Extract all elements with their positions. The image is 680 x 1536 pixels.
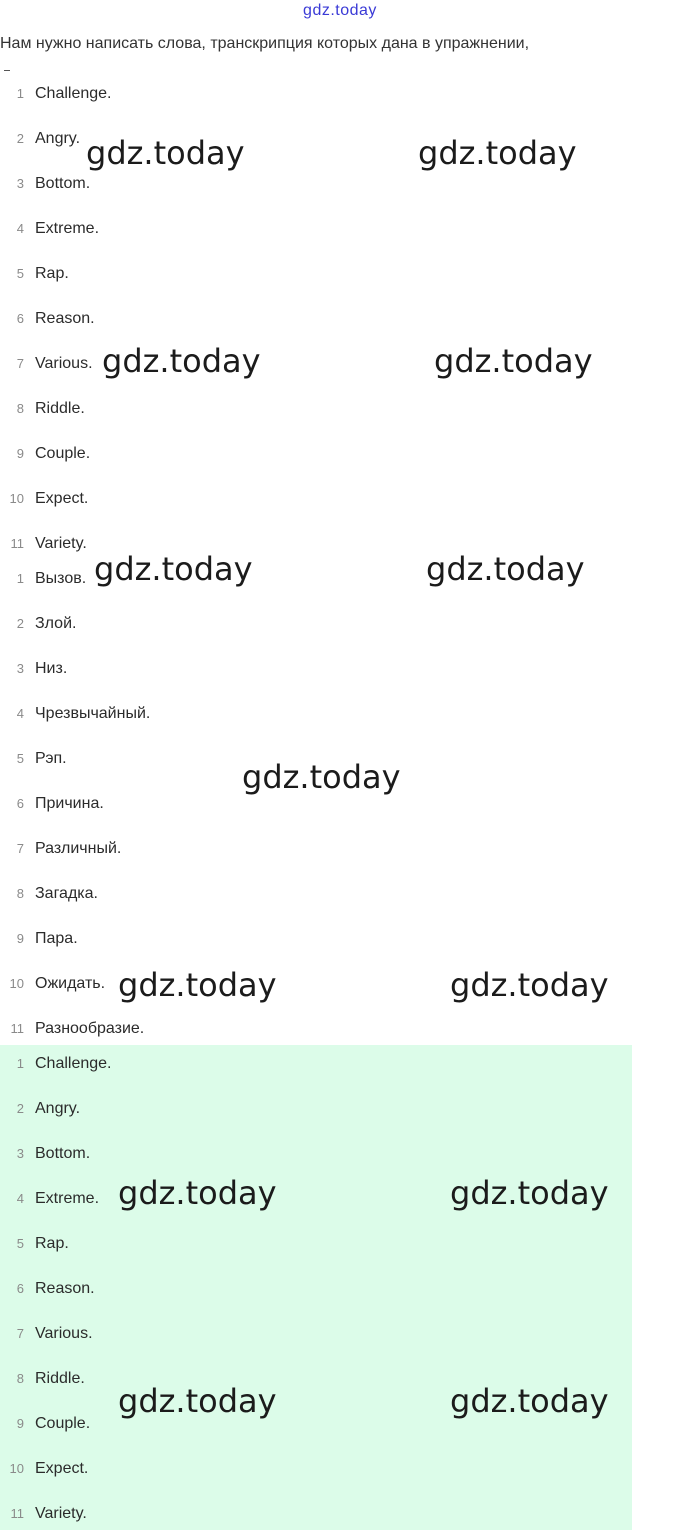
item-word: Bottom. — [35, 1144, 91, 1162]
list-item — [0, 871, 150, 916]
item-word: Reason. — [35, 1279, 95, 1297]
item-number: 6 — [16, 796, 24, 811]
item-number: 3 — [16, 661, 24, 676]
list-item — [0, 1176, 112, 1221]
list-item — [0, 1041, 112, 1086]
item-number: 11 — [10, 1506, 24, 1521]
site-logo[interactable]: gdz.today — [303, 2, 377, 19]
list-item — [0, 1446, 112, 1491]
list-item — [0, 691, 150, 736]
item-number: 11 — [10, 1021, 24, 1036]
item-number: 8 — [16, 401, 24, 416]
item-number: 11 — [10, 536, 24, 551]
item-number: 6 — [16, 311, 24, 326]
item-number: 3 — [16, 1146, 24, 1161]
item-number: 5 — [16, 751, 24, 766]
item-number: 2 — [16, 1101, 24, 1116]
item-number: 7 — [16, 841, 24, 856]
item-number: 10 — [9, 1461, 24, 1476]
item-number: 4 — [16, 706, 24, 721]
item-word: Rap. — [35, 264, 69, 282]
item-number: 8 — [16, 886, 24, 901]
item-word: Expect. — [35, 489, 89, 507]
item-word: Чрезвычайный. — [35, 704, 151, 722]
item-word: Angry. — [35, 129, 81, 147]
item-number: 2 — [16, 616, 24, 631]
list-item — [0, 1491, 112, 1536]
item-word: Variety. — [35, 534, 87, 552]
item-word: Couple. — [35, 1414, 91, 1432]
item-word: Expect. — [35, 1459, 89, 1477]
item-word: Ожидать. — [35, 974, 106, 992]
russian-word-list — [0, 556, 150, 1051]
watermark: gdz.today — [242, 758, 401, 796]
watermark: gdz.today — [450, 1174, 609, 1212]
item-word: Reason. — [35, 309, 95, 327]
item-number: 3 — [16, 176, 24, 191]
list-item — [0, 116, 112, 161]
list-item — [0, 916, 150, 961]
list-item — [0, 251, 112, 296]
english-word-list — [0, 71, 112, 566]
item-word: Extreme. — [35, 219, 100, 237]
list-item — [0, 646, 150, 691]
item-number: 1 — [16, 571, 24, 586]
list-item — [0, 206, 112, 251]
item-word: Various. — [35, 354, 93, 372]
list-item — [0, 736, 150, 781]
watermark: gdz.today — [118, 1174, 277, 1212]
watermark: gdz.today — [102, 342, 261, 380]
list-item — [0, 476, 112, 521]
watermark: gdz.today — [86, 134, 245, 172]
item-word: Variety. — [35, 1504, 87, 1522]
watermark: gdz.today — [94, 550, 253, 588]
item-word: Rap. — [35, 1234, 69, 1252]
item-word: Злой. — [35, 614, 77, 632]
item-word: Couple. — [35, 444, 91, 462]
item-word: Разнообразие. — [35, 1019, 145, 1037]
list-item — [0, 386, 112, 431]
item-word: Challenge. — [35, 84, 112, 102]
item-number: 8 — [16, 1371, 24, 1386]
watermark: gdz.today — [426, 550, 585, 588]
item-word: Загадка. — [35, 884, 98, 902]
item-word: Вызов. — [35, 569, 87, 587]
item-number: 5 — [16, 1236, 24, 1251]
list-item — [0, 601, 150, 646]
item-word: Extreme. — [35, 1189, 100, 1207]
list-item — [0, 556, 150, 601]
item-number: 1 — [16, 1056, 24, 1071]
item-word: Пара. — [35, 929, 78, 947]
item-number: 10 — [9, 976, 24, 991]
list-item — [0, 1356, 112, 1401]
item-number: 5 — [16, 266, 24, 281]
list-item — [0, 781, 150, 826]
watermark: gdz.today — [118, 966, 277, 1004]
watermark: gdz.today — [434, 342, 593, 380]
list-item — [0, 1401, 112, 1446]
list-item — [0, 826, 150, 871]
intro-text: Нам нужно написать слова, транскрипция которых дана в упражнении, — [0, 35, 530, 52]
list-item — [0, 961, 150, 1006]
item-word: Various. — [35, 1324, 93, 1342]
item-number: 10 — [9, 491, 24, 506]
item-number: 9 — [16, 446, 24, 461]
item-word: Riddle. — [35, 1369, 85, 1387]
list-item — [0, 1266, 112, 1311]
watermark: gdz.today — [418, 134, 577, 172]
list-item — [0, 1131, 112, 1176]
item-number: 7 — [16, 356, 24, 371]
item-word: Riddle. — [35, 399, 85, 417]
item-word: Bottom. — [35, 174, 91, 192]
item-word: Причина. — [35, 794, 104, 812]
item-number: 9 — [16, 931, 24, 946]
item-number: 1 — [16, 86, 24, 101]
item-word: Challenge. — [35, 1054, 112, 1072]
list-item — [0, 431, 112, 476]
item-word: Низ. — [35, 659, 68, 677]
watermark: gdz.today — [450, 966, 609, 1004]
watermark: gdz.today — [118, 1382, 277, 1420]
list-item — [0, 1311, 112, 1356]
watermark: gdz.today — [450, 1382, 609, 1420]
answer-word-list — [0, 1041, 112, 1536]
list-item — [0, 296, 112, 341]
list-item — [0, 71, 112, 116]
list-item — [0, 341, 112, 386]
list-item — [0, 1086, 112, 1131]
item-number: 4 — [16, 1191, 24, 1206]
list-item — [0, 1221, 112, 1266]
item-word: Различный. — [35, 839, 122, 857]
item-number: 9 — [16, 1416, 24, 1431]
item-word: Angry. — [35, 1099, 81, 1117]
list-item — [0, 161, 112, 206]
item-word: Рэп. — [35, 749, 67, 767]
item-number: 4 — [16, 221, 24, 236]
item-number: 2 — [16, 131, 24, 146]
item-number: 7 — [16, 1326, 24, 1341]
item-number: 6 — [16, 1281, 24, 1296]
